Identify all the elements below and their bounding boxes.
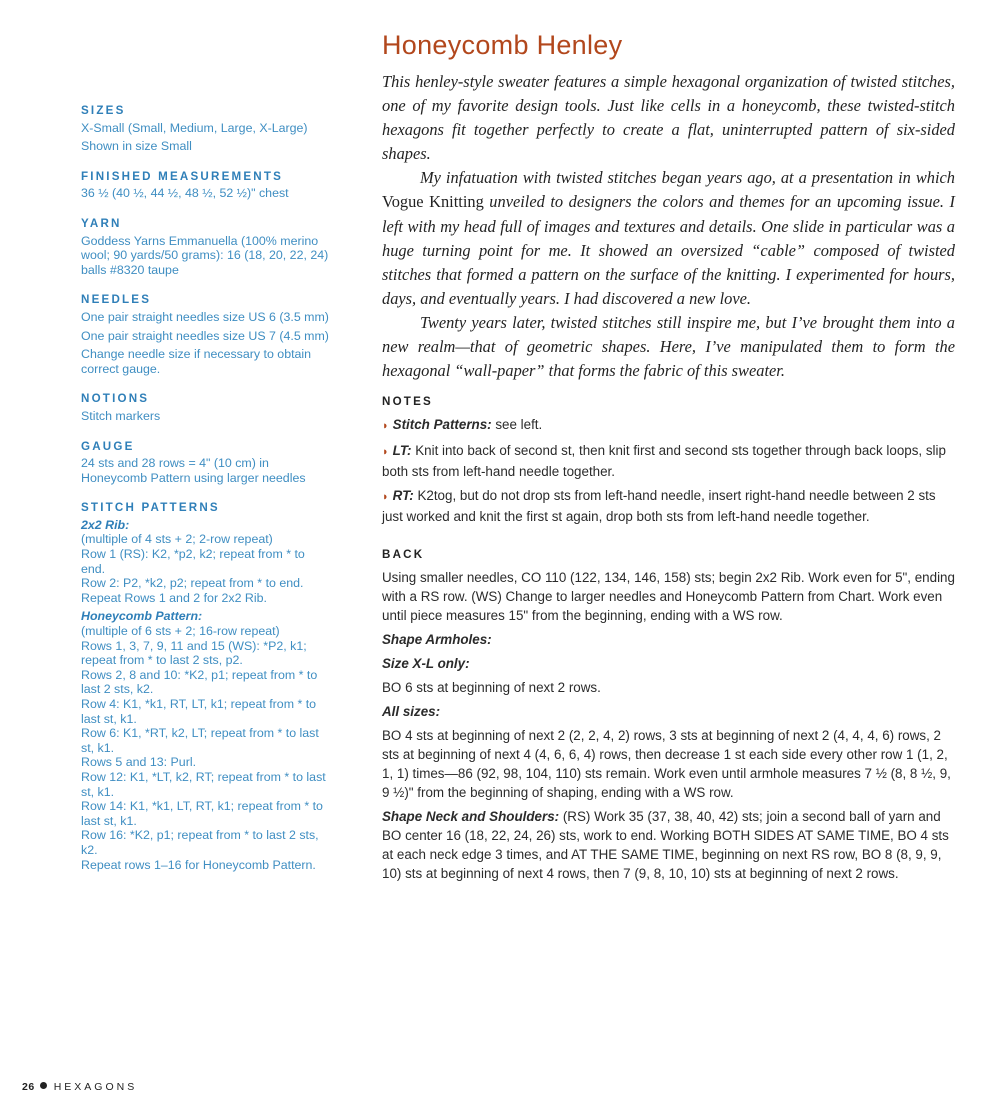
rib-multiple: (multiple of 4 sts + 2; 2-row repeat) xyxy=(81,532,273,547)
needles-size-6: One pair straight needles size US 6 (3.5 mm) xyxy=(81,309,329,324)
pattern-specs-sidebar xyxy=(81,104,331,888)
sizes-list: X-Small (Small, Medium, Large, X-Large) xyxy=(81,120,308,135)
shape-armholes-heading: Shape Armholes: xyxy=(382,632,492,647)
page-number: 26 xyxy=(22,1081,35,1093)
yarn-heading: YARN xyxy=(81,216,122,230)
bullet-icon: ◗ xyxy=(382,491,389,503)
stitch-patterns-heading: STITCH PATTERNS xyxy=(81,501,220,515)
back-paragraph-3: BO 4 sts at beginning of next 2 (2, 2, 4, 2) rows, 3 sts at beginning of next 2 (4, 4, 4, 6) rows, 2 sts at beginning of next 4 (4, 6, 6, 4) rows, then decrease 1 st each side every other row 1 (1, 2, 1, 1) times—86 (92, 98, 104, 110) sts remain. Work even until armhole measures 7 ½ (8, 8 ½, 9, 9 ½)" from the beginning of shaping, ending with a WS row. xyxy=(382,728,951,800)
honeycomb-rows-5-13: Rows 5 and 13: Purl. xyxy=(81,755,197,770)
yarn-section xyxy=(81,217,331,277)
honeycomb-row-12: Row 12: K1, *LT, k2, RT; repeat from * to last st, k1. xyxy=(81,769,326,799)
honeycomb-repeat: Repeat rows 1–16 for Honeycomb Pattern. xyxy=(81,857,316,872)
honeycomb-ws-rows: Rows 1, 3, 7, 9, 11 and 15 (WS): *P2, k1; repeat from * to last 2 sts, p2. xyxy=(81,638,307,668)
notions-section xyxy=(81,392,331,423)
note-stitch-patterns: ◗ Stitch Patterns: see left. xyxy=(382,417,543,432)
honeycomb-multiple: (multiple of 6 sts + 2; 16-row repeat) xyxy=(81,624,280,639)
page-footer xyxy=(22,1081,137,1093)
instructions-column xyxy=(382,392,957,888)
back-paragraph-2: BO 6 sts at beginning of next 2 rows. xyxy=(382,680,601,695)
honeycomb-row-14: Row 14: K1, *k1, LT, RT, k1; repeat from * to last st, k1. xyxy=(81,799,323,828)
notions-list: Stitch markers xyxy=(81,408,161,423)
section-name: HEXAGONS xyxy=(53,1081,138,1093)
honeycomb-rows-2-8-10: Rows 2, 8 and 10: *K2, p1; repeat from * to last 2 sts, k2. xyxy=(81,667,318,697)
intro-text xyxy=(382,70,955,383)
honeycomb-heading: Honeycomb Pattern: xyxy=(81,609,203,624)
bullet-icon: ◗ xyxy=(382,420,389,432)
shape-neck-paragraph: Shape Neck and Shoulders: (RS) Work 35 (37, 38, 40, 42) sts; join a second ball of yarn and BO center 16 (18, 22, 24, 26) sts, work to end. Working BOTH SIDES AT SAME TIME, BO 4 sts at each neck edge 3 times, and AT THE SAME TIME, beginning on next RS row, BO 8 (8, 9, 9, 10) sts at beginning of next 4 rows, then 7 (9, 8, 10, 10) sts at beginning of next 2 rows. xyxy=(382,809,949,881)
back-paragraph-1: Using smaller needles, CO 110 (122, 134, 146, 158) sts; begin 2x2 Rib. Work even for 5", ending with a RS row. (WS) Change to larger needles and Honeycomb Pattern from Chart. Work even until piece measures 15" from the beginning, ending with a WS row. xyxy=(382,570,955,623)
yarn-details: Goddess Yarns Emmanuella (100% merino wool; 90 yards/50 grams): 16 (18, 20, 22, 24) balls #8320 taupe xyxy=(81,233,329,277)
all-sizes-heading: All sizes: xyxy=(382,704,441,719)
rib-row-1: Row 1 (RS): K2, *p2, k2; repeat from * to end. xyxy=(81,547,305,576)
back-heading: BACK xyxy=(382,548,425,561)
needles-section xyxy=(81,293,331,376)
shape-neck-heading: Shape Neck and Shoulders: xyxy=(382,809,560,824)
rib-heading: 2x2 Rib: xyxy=(81,517,130,532)
finished-measurements-heading: FINISHED MEASUREMENTS xyxy=(81,169,284,183)
honeycomb-row-6: Row 6: K1, *RT, k2, LT; repeat from * to last st, k1. xyxy=(81,726,319,755)
shown-size: Shown in size Small xyxy=(81,139,192,154)
gauge-section xyxy=(81,440,331,486)
chest-measurements: 36 ½ (40 ½, 44 ½, 48 ½, 52 ½)" chest xyxy=(81,186,289,201)
gauge-heading: GAUGE xyxy=(81,439,135,453)
rib-row-2: Row 2: P2, *k2, p2; repeat from * to end. xyxy=(81,576,304,591)
notions-heading: NOTIONS xyxy=(81,392,150,406)
needles-gauge-note: Change needle size if necessary to obtain correct gauge. xyxy=(81,347,312,376)
gauge-details: 24 sts and 28 rows = 4" (10 cm) in Honeycomb Pattern using larger needles xyxy=(81,456,306,485)
bullet-icon: ◗ xyxy=(382,446,389,458)
dot-icon xyxy=(40,1082,47,1089)
page-title: Honeycomb Henley xyxy=(382,30,623,60)
intro-paragraph-2: My infatuation with twisted stitches began years ago, at a presentation in which Vogue Knitting unveiled to designers the colors and themes for an upcoming issue. I left with my head full of images and textures and details. One slide in particular was a huge turning point for me. It showed an oversized “cable” composed of twisted stitches that formed a pattern on the surface of the knitting. I experimented for hours, days, and eventually years. I had discovered a new love. xyxy=(382,168,955,308)
notes-heading: NOTES xyxy=(382,395,433,408)
size-xl-heading: Size X-L only: xyxy=(382,656,470,671)
honeycomb-row-16: Row 16: *K2, p1; repeat from * to last 2 sts, k2. xyxy=(81,828,319,857)
intro-paragraph-3: Twenty years later, twisted stitches still inspire me, but I’ve brought them into a new realm—that of geometric shapes. Here, I’ve manipulated them to form the hexagonal “wall-paper” that forms the fabric of this sweater. xyxy=(382,312,955,381)
intro-paragraph-1: This henley-style sweater features a simple hexagonal organization of twisted stitches, one of my favorite design tools. Just like cells in a honeycomb, these twisted-stitch hexagons fit together perfectly to create a flat, uninterrupted pattern of six-sided shapes. xyxy=(382,72,955,164)
needles-size-7: One pair straight needles size US 7 (4.5 mm) xyxy=(81,328,329,343)
magazine-name: Vogue Knitting xyxy=(382,192,484,212)
note-rt: ◗ RT: K2tog, but do not drop sts from left-hand needle, insert right-hand needle between 2 sts just worked and knit the first st again, drop both sts from left-hand needle together. xyxy=(382,488,936,524)
sizes-section xyxy=(81,104,331,154)
sizes-heading: SIZES xyxy=(81,104,126,117)
needles-heading: NEEDLES xyxy=(81,293,152,307)
rib-repeat: Repeat Rows 1 and 2 for 2x2 Rib. xyxy=(81,590,267,605)
stitch-patterns-section xyxy=(81,501,331,872)
honeycomb-row-4: Row 4: K1, *k1, RT, LT, k1; repeat from * to last st, k1. xyxy=(81,697,317,726)
finished-measurements-section xyxy=(81,170,331,201)
note-lt: ◗ LT: Knit into back of second st, then knit first and second sts together through back loops, slip both sts from left-hand needle together. xyxy=(382,443,946,479)
